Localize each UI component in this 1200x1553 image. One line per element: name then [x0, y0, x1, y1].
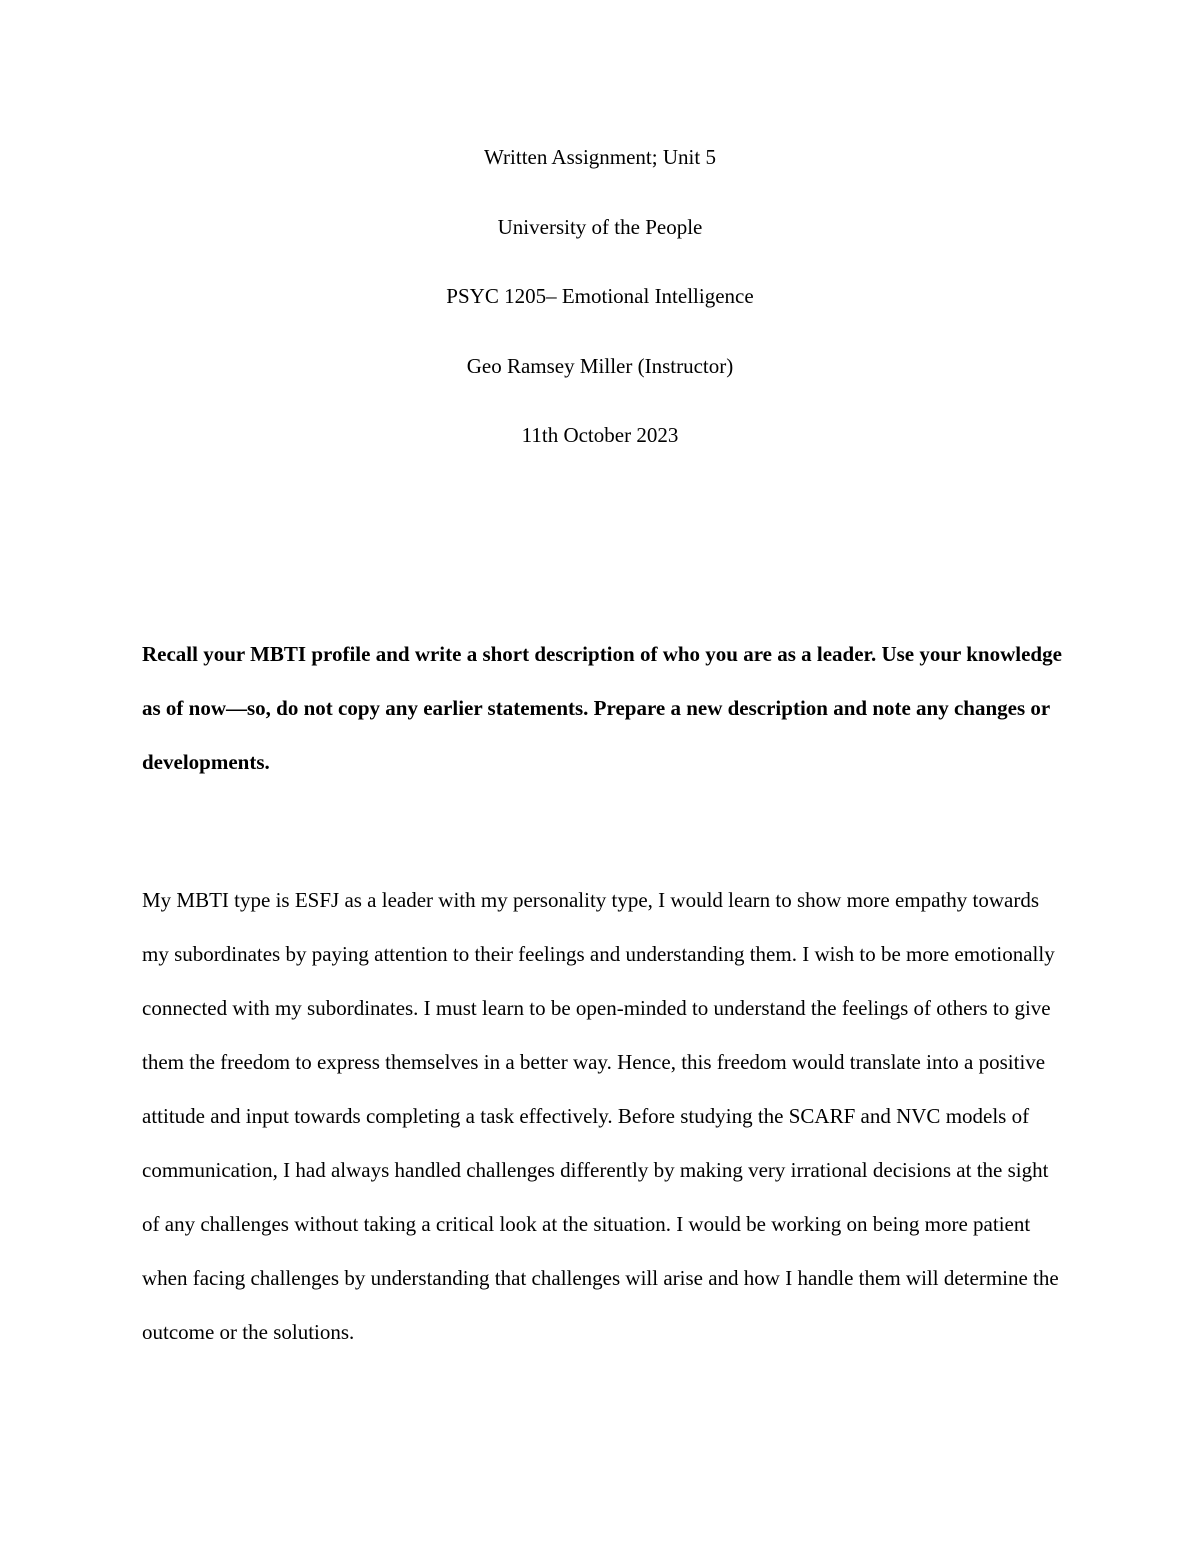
institution-name: University of the People	[497, 214, 703, 239]
course-name: PSYC 1205– Emotional Intelligence	[446, 284, 754, 308]
submission-date: 11th October 2023	[521, 423, 679, 447]
assignment-title: Written Assignment; Unit 5	[484, 145, 716, 169]
instructor-name: Geo Ramsey Miller (Instructor)	[466, 353, 734, 378]
assignment-prompt: Recall your MBTI profile and write a short description of who you are as a leader. Use your knowledge as of now—so, do not copy any earlier statements. Prepare a new description and note any changes or developments.	[142, 642, 1062, 774]
title-block	[0, 140, 1200, 488]
body-paragraph: My MBTI type is ESFJ as a leader with my personality type, I would learn to show more empathy towards my subordinates by paying attention to their feelings and understanding them. I wish to be more emotionally connected with my subordinates. I must learn to be open-minded to understand the feelings of others to give them the freedom to express themselves in a better way. Hence, this freedom would translate into a positive attitude and input towards completing a task effectively. Before studying the SCARF and NVC models of communication, I had always handled challenges differently by making very irrational decisions at the sight of any challenges without taking a critical look at the situation. I would be working on being more patient when facing challenges by understanding that challenges will arise and how I handle them will determine the outcome or the solutions.	[142, 888, 1059, 1344]
